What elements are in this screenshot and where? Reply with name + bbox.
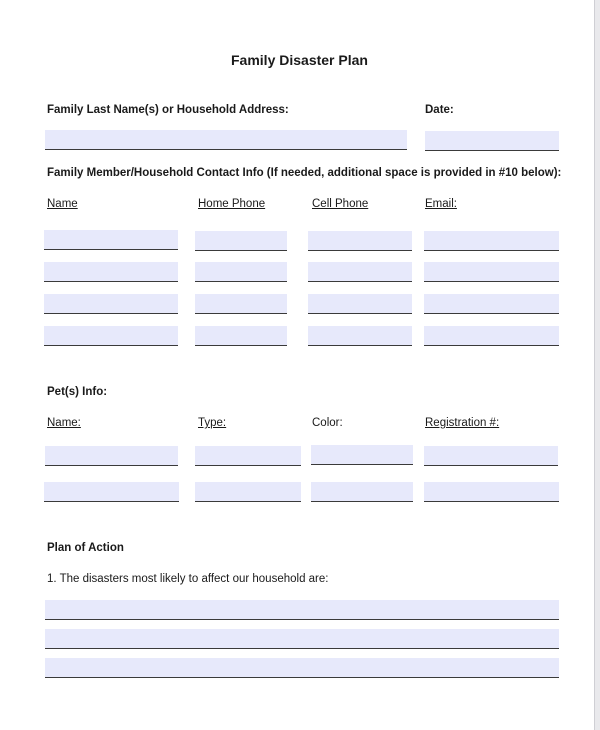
pet-name-header: Name: bbox=[47, 417, 81, 429]
contact-cell-phone-field[interactable] bbox=[308, 294, 412, 314]
pet-registration-header: Registration #: bbox=[425, 417, 500, 429]
date-label: Date: bbox=[425, 104, 454, 116]
contact-email-field[interactable] bbox=[424, 231, 559, 251]
pet-color-field[interactable] bbox=[311, 445, 413, 465]
disasters-answer-line[interactable] bbox=[45, 658, 559, 678]
household-field[interactable] bbox=[45, 130, 407, 150]
contact-info-label: Family Member/Household Contact Info (If needed, additional space is provided in #10 below): bbox=[47, 167, 562, 179]
question-1-text: 1. The disasters most likely to affect our household are: bbox=[47, 573, 329, 585]
household-label: Family Last Name(s) or Household Address: bbox=[47, 104, 289, 116]
contact-name-field[interactable] bbox=[44, 294, 178, 314]
pet-type-field[interactable] bbox=[195, 482, 301, 502]
contact-cell-phone-field[interactable] bbox=[308, 231, 412, 251]
pets-info-label: Pet(s) Info: bbox=[47, 386, 108, 398]
pet-type-field[interactable] bbox=[195, 446, 301, 466]
pet-name-field[interactable] bbox=[45, 446, 178, 466]
contact-name-field[interactable] bbox=[44, 262, 178, 282]
contact-name-field[interactable] bbox=[44, 326, 178, 346]
plan-of-action-label: Plan of Action bbox=[47, 542, 124, 554]
contact-home-phone-field[interactable] bbox=[195, 326, 287, 346]
contact-home-phone-header: Home Phone bbox=[198, 198, 266, 210]
contact-email-header: Email: bbox=[425, 198, 457, 210]
disasters-answer-line[interactable] bbox=[45, 629, 559, 649]
contact-email-field[interactable] bbox=[424, 294, 559, 314]
contact-name-field[interactable] bbox=[44, 230, 178, 250]
pet-type-header: Type: bbox=[198, 417, 227, 429]
contact-home-phone-field[interactable] bbox=[195, 294, 287, 314]
pet-registration-field[interactable] bbox=[424, 482, 559, 502]
page-title: Family Disaster Plan bbox=[231, 52, 368, 68]
date-field[interactable] bbox=[425, 131, 559, 151]
disasters-answer-line[interactable] bbox=[45, 600, 559, 620]
pet-color-field[interactable] bbox=[311, 482, 413, 502]
pet-registration-field[interactable] bbox=[424, 446, 558, 466]
contact-home-phone-field[interactable] bbox=[195, 262, 287, 282]
contact-cell-phone-field[interactable] bbox=[308, 262, 412, 282]
pet-color-header: Color: bbox=[312, 417, 343, 429]
contact-home-phone-field[interactable] bbox=[195, 231, 287, 251]
contact-cell-phone-field[interactable] bbox=[308, 326, 412, 346]
contact-email-field[interactable] bbox=[424, 326, 559, 346]
pet-name-field[interactable] bbox=[44, 482, 179, 502]
contact-name-header: Name bbox=[47, 198, 78, 210]
contact-cell-phone-header: Cell Phone bbox=[312, 198, 369, 210]
contact-email-field[interactable] bbox=[424, 262, 559, 282]
